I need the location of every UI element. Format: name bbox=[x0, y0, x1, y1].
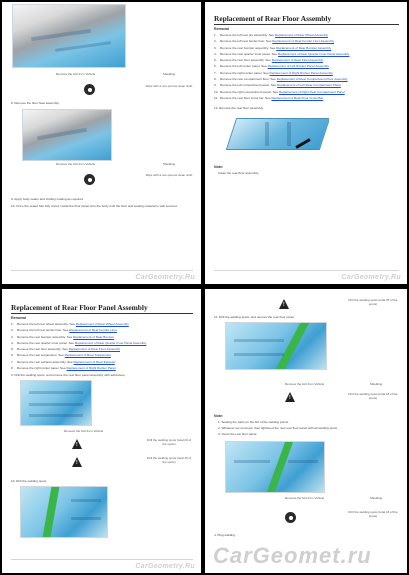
list-item: 5. Remove the rear floor assembly. See Replacement of Rear Floor Assembly bbox=[214, 58, 323, 63]
link[interactable]: Replacement of Rear Bumper bbox=[73, 334, 115, 339]
list-item: 9. Remove the left compartment panel. See Replacement of Left Rear Compartment Panel bbox=[214, 83, 341, 88]
figure-side-label: Shielding bbox=[162, 72, 176, 76]
section-header: Removal bbox=[11, 316, 26, 320]
note-text: 2. Whatever we removed, then tightened the new rear floor panel with all welding spots. bbox=[218, 426, 338, 430]
vehicle-illustration bbox=[22, 109, 112, 161]
step-text: 9. Drill the welding spots, and remove the rear floor panel assembly with adhesives. bbox=[11, 373, 126, 377]
step-text: 11. Drill the welding spots, and remove the rear floor panel. bbox=[214, 315, 295, 319]
list-item: 6. Remove the rear suspension. See Replacement of Rear Suspension bbox=[11, 353, 111, 358]
page-title: Replacement of Rear Floor Assembly bbox=[214, 14, 332, 23]
figure-side-label: Drill the welding spots (total 23 of the spots) bbox=[146, 438, 192, 446]
page-title: Replacement of Rear Floor Panel Assembly bbox=[11, 303, 148, 312]
link[interactable]: Replacement of Rear Fender Liner bbox=[69, 328, 117, 333]
list-item: 3. Remove the rear bumper assembly. See Replacement of Rear Bumper Assembly bbox=[214, 45, 332, 50]
link[interactable]: Replacement of Rear Quarter Inner Panel Assembly bbox=[74, 340, 147, 345]
note-text: Clean the rear floor assembly. bbox=[218, 171, 260, 175]
note-header: Note: bbox=[214, 165, 224, 169]
link[interactable]: Replacement of Right Rear Compartment Panel bbox=[279, 89, 345, 94]
note-text: 3. Clean the rear floor panel. bbox=[218, 432, 258, 436]
list-item: 8. Remove the rear compartment floor. See Replacement of Rear Compartment Floor Assembly bbox=[214, 77, 348, 82]
link[interactable]: Replacement of Left Rear Compartment Panel bbox=[277, 83, 341, 88]
list-item: 10. Remove the right compartment panel. See Replacement of Right Rear Compartment Panel bbox=[214, 89, 345, 94]
figure-caption: Remove the bolt from Vehicle bbox=[56, 162, 96, 166]
list-item: 1. Remove the left rear tire assembly. See Replacement of Rear Wheel Assembly bbox=[214, 33, 328, 37]
note-header: Note: bbox=[214, 414, 224, 418]
step-text: 4. Plug welding. bbox=[214, 533, 236, 537]
list-item: 7. Remove the right rocker panel. See Replacement of Right Rocker Panel Assembly bbox=[214, 70, 333, 75]
watermark: CarGeometry.Ru bbox=[135, 563, 195, 570]
link[interactable]: Replacement of Right Rocker Panel Assembly bbox=[269, 70, 333, 75]
list-item: 7. Remove the rear exhaust assembly. See Replacement of Rear Exhaust bbox=[11, 359, 115, 364]
figure-side-label: Shielding bbox=[369, 496, 383, 500]
warning-icon bbox=[285, 392, 296, 402]
manual-page-1 bbox=[2, 2, 201, 284]
link[interactable]: Replacement of Right Rocker Panel bbox=[66, 366, 116, 371]
rear-floor-panel-illustration bbox=[225, 322, 327, 370]
figure-side-label: Wipe with a non-porous clean cloth bbox=[145, 84, 193, 88]
rear-floor-panel-illustration bbox=[20, 380, 92, 426]
list-item: 8. Remove the right rocker panel. See Replacement of Right Rocker Panel bbox=[11, 366, 116, 371]
link[interactable]: Replacement of Rear Exhaust bbox=[73, 359, 115, 364]
figure-caption: Remove the bolt from Vehicle bbox=[56, 72, 96, 76]
vehicle-illustration bbox=[12, 4, 126, 68]
list-item: 2. Remove the left rear fender liner. See Replacement of Rear Fender Liner bbox=[11, 328, 117, 333]
list-item: 1. Remove the left rear wheel assembly. See Replacement of Rear Wheel Assembly bbox=[11, 322, 129, 326]
manual-page-3 bbox=[2, 289, 201, 573]
rear-floor-panel-illustration bbox=[20, 486, 108, 538]
step-text: 9. Apply body sealer and chafing coating as required. bbox=[11, 197, 84, 201]
figure-caption: Remove the bolt from Vehicle bbox=[285, 382, 325, 386]
list-item: 4. Remove the rear quarter inner panel. See Replacement of Rear Quarter Inner Panel Assembly bbox=[214, 51, 350, 56]
note-text: 1. Sealing the parts on the left of the welding points. bbox=[218, 420, 290, 424]
warning-icon bbox=[72, 457, 83, 467]
link[interactable]: Replacement of Rear Suspension bbox=[64, 353, 111, 358]
weld-spot-icon bbox=[84, 174, 95, 185]
watermark: CarGeometry.Ru bbox=[341, 274, 401, 281]
step-list bbox=[214, 32, 398, 101]
figure-side-label: Wipe with a non-porous clean cloth bbox=[145, 173, 193, 177]
list-item: 4. Remove the rear quarter inner panel. See Replacement of Rear Quarter Inner Panel Assembly bbox=[11, 340, 147, 345]
figure-side-label: Drill the welding spots (total 35 of the spots) bbox=[348, 298, 398, 306]
watermark: CarGeomet.ru bbox=[213, 543, 372, 568]
link[interactable]: Replacement of Rear Floor Assembly bbox=[271, 58, 323, 63]
link[interactable]: Replacement of Rear Fender Liner Assembly bbox=[272, 39, 335, 44]
manual-page-4 bbox=[205, 289, 407, 573]
figure-caption: Remove the bolt from Vehicle bbox=[64, 429, 104, 433]
warning-icon bbox=[279, 299, 290, 309]
section-header: Removal bbox=[214, 27, 229, 31]
step-text: 10. Drill the welding spots. bbox=[11, 479, 48, 483]
step-list bbox=[11, 321, 195, 371]
figure-side-label: Drill the welding spots (total 15 of the spots) bbox=[146, 456, 192, 464]
link[interactable]: Replacement of Rear Floor Assembly bbox=[68, 347, 120, 352]
link[interactable]: Replacement of Rear Quarter Inner Panel Assembly bbox=[277, 51, 350, 56]
link[interactable]: Replacement of Rear Floor Cross Bar bbox=[271, 95, 324, 100]
rear-floor-illustration bbox=[225, 114, 329, 158]
list-item: 11. Remove the rear floor cross bar. See Replacement of Rear Floor Cross Bar bbox=[214, 95, 324, 100]
list-item: 6. Remove the left rocker panel. See Replacement of Left Rocker Panel Assembly bbox=[214, 64, 329, 69]
list-item: 5. Remove the rear floor assembly. See Replacement of Rear Floor Assembly bbox=[11, 347, 120, 352]
rear-floor-panel-illustration bbox=[225, 441, 325, 493]
weld-spot-icon bbox=[84, 84, 95, 95]
watermark: CarGeometry.Ru bbox=[135, 274, 195, 281]
weld-spot-icon bbox=[285, 512, 296, 523]
manual-page-2 bbox=[205, 2, 407, 284]
list-item: 2. Remove the left rear fender liner. See Replacement of Rear Fender Liner Assembly bbox=[214, 39, 335, 44]
step-text: 12. Remove the rear floor assembly. bbox=[214, 106, 264, 110]
warning-icon bbox=[72, 439, 83, 449]
step-text: 10. Once the sealer has fully cured, install the floor panel onto the body until the floor and sealing material is well secured. bbox=[11, 204, 178, 208]
link[interactable]: Replacement of Rear Wheel Assembly bbox=[274, 33, 328, 37]
link[interactable]: Replacement of Rear Compartment Floor Assembly bbox=[276, 77, 348, 82]
figure-side-label: Shielding bbox=[369, 382, 383, 386]
list-item: 3. Remove the rear bumper assembly. See Replacement of Rear Bumper bbox=[11, 334, 115, 339]
figure-caption: Remove the bolt from Vehicle bbox=[285, 496, 325, 500]
link[interactable]: Replacement of Rear Bumper Assembly bbox=[276, 45, 332, 50]
figure-side-label: Drill the welding spots (total 18 of the spots) bbox=[348, 510, 398, 518]
step-text: 8. Remove the floor heat assembly. bbox=[11, 101, 60, 105]
figure-side-label: Shielding bbox=[162, 162, 176, 166]
link[interactable]: Replacement of Left Rocker Panel Assembly bbox=[267, 64, 329, 69]
link[interactable]: Replacement of Rear Wheel Assembly bbox=[75, 322, 129, 326]
figure-side-label: Drill the welding spots (total 18 of the spots) bbox=[348, 392, 398, 400]
